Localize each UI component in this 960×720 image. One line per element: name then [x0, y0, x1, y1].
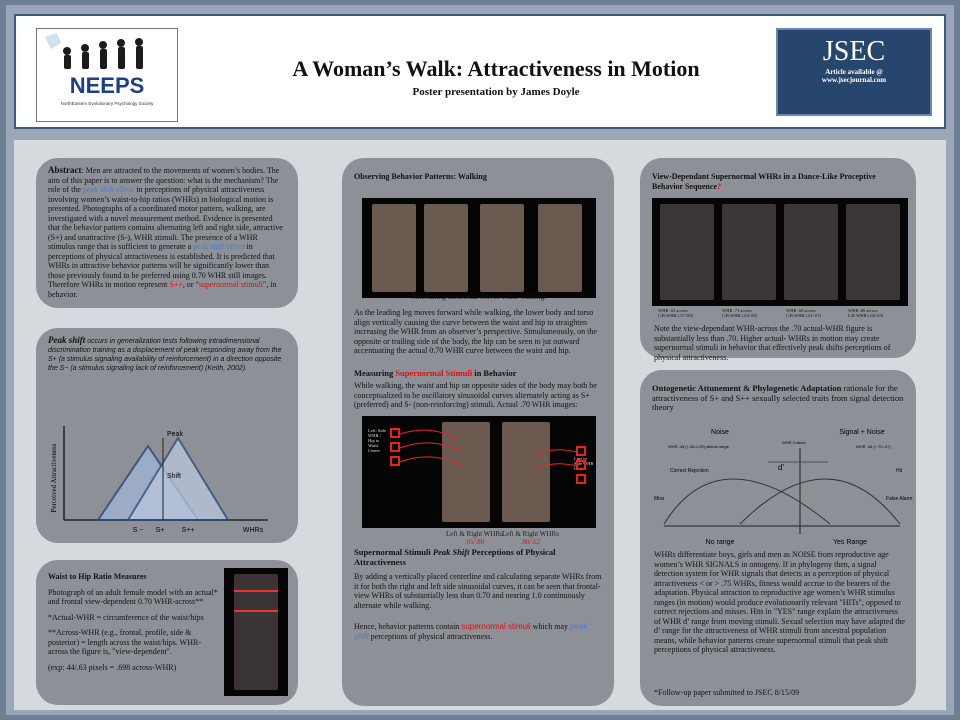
- cap-b-vals: .80/.62: [520, 538, 541, 546]
- tick-whrs: WHRs: [242, 527, 264, 534]
- abstract-text-1: : Men are attracted to the movements of women’s bodies. The aim of this paper is to answer the question: what is the mechanism? The role of the: [48, 166, 280, 194]
- hence-c: which may: [530, 622, 570, 631]
- view-title: [652, 172, 892, 191]
- cap-a-vals: .65/.80: [464, 538, 485, 546]
- evolution-silhouette-icon: [37, 29, 177, 121]
- tick-sminus: S −: [132, 527, 144, 534]
- view-cap-3: WHR .68 across: [786, 308, 816, 313]
- meas-b: Supernormal Stimuli: [395, 368, 473, 378]
- peak-ylabel: Perceived Attractiveness: [50, 443, 58, 513]
- walking-photos: [362, 198, 596, 298]
- sdt-no-range: No range: [705, 539, 735, 546]
- whr-l4: (exp: 44/.63 pixels = .698 across-WHR): [48, 662, 177, 672]
- sup-a: Supernormal Stimuli: [354, 547, 433, 557]
- sup-para: By adding a vertically placed centerline and calculating separate WHRs from it for both the right and left side sinusoidal curves, it can be seen that frontal-view WHRs of substantially less than 0.70 and nearing 1.0 continuously alternate while walking.: [354, 572, 602, 610]
- abstract-spp: S++: [169, 280, 183, 289]
- cap-a: [446, 530, 503, 546]
- sdt-criteria: WHR Criteria: [782, 440, 806, 445]
- jsec-title: JSEC: [822, 36, 886, 67]
- sdt-hit: Hit: [896, 468, 903, 474]
- view-note: Note the view-dependant WHR-across the .70 actual-WHR figure is substantially less than .70. Higher actual- WHRs in motion may create supernormal stimuli in behavior that effectively peak shifts perceptions of physical attractiveness.: [654, 324, 891, 362]
- whr-l1: Photograph of an adult female model with an actual* and frontal view-dependent 0.70 WHR-across**: [48, 587, 218, 606]
- whr-l2: *Actual-WHR = circumference of the waist/hips: [48, 612, 204, 622]
- view-cap-1: WHR .63 across: [658, 308, 688, 313]
- view-title-b: ?: [716, 181, 721, 191]
- poster-title: A Woman’s Walk: Attractiveness in Motion: [292, 56, 700, 81]
- abstract-label: Abstract: [48, 165, 82, 175]
- sup-b: Peak Shift: [432, 547, 470, 557]
- label-left-side: Left: Side WHR / Hip to Waist Center: [368, 428, 386, 453]
- cap-b-text: Left & Right WHRs: [502, 530, 559, 538]
- obs-title: Observing Behavior Patterns: Walking: [354, 172, 487, 181]
- sdt-dprime: d': [778, 463, 784, 472]
- abstract-text-3: in perceptions of physical attractiveness is established. It is predicted that WHRs in attractive behavior patterns will be significantly lower than those previously found to be preferred using 0.70 WHR still images. Therefore WHRs in motion represent: [48, 242, 275, 289]
- whr-title: Waist to Hip Ratio Measures: [48, 572, 147, 581]
- sup-c: Perceptions of Physical Attractiveness: [354, 547, 556, 567]
- onto-panel: [640, 370, 916, 706]
- obs-para: As the leading leg moves forward while walking, the lower body and torso align vertically causing the curve between the waist and hip to straighten increasing the WHR from an observer’s perspective. Simultaneously, on the opposite or trailing side of the body, the hip can be seen to jut outward accentuating the actual 0.70 WHR curve between the waist and hip.: [354, 308, 597, 355]
- abstract-panel: [36, 158, 298, 308]
- sdt-yes-range: Yes Range: [833, 539, 867, 546]
- tick-splusplus: S++: [181, 527, 195, 534]
- tick-splus: S+: [155, 527, 165, 534]
- onto-para: WHRs differentiate boys, girls and men as NOISE from reproductive age women’s WHR SIGNALS in ontogeny. If in phylogeny then, a signal detection system for WHR signals that detects as a perception of physical attractiveness < or > .75 WHRs, fitness would accrue to the bearers of the adaptation. Physical attraction to reproductive age women’s WHR stimulus ranges (in motion) would produce evolutionarily relevant "HITs", opposed to correct rejections and misses. Hits in "YES" range explain the attractiveness of WHR d’ range from moving stimuli. Sexual selection may have adapted the d’ range for the attractiveness of WHR stimuli from ancestral population means, while behavior patterns create supernormal stimuli that peak shift perceptions of physical attractiveness.: [654, 550, 905, 654]
- abstract-peak-shift-2: peak shift effect: [193, 242, 245, 251]
- abstract-supernormal: supernormal stimuli: [198, 280, 264, 289]
- onto-foot: *Follow-up paper submitted to JSEC 8/15/09: [654, 688, 800, 697]
- onto-title-a: Ontogenetic Attunement & Phylogenetic Adaptation: [652, 383, 842, 393]
- logo-subtext: NorthEastern Evolutionary Psychology Society: [60, 101, 154, 106]
- whr-panel: [36, 560, 298, 705]
- measure-photos: [362, 416, 596, 528]
- middle-panel: [342, 158, 614, 706]
- view-cap-3b: L/R WHR (.61/.67): [786, 313, 822, 318]
- sdt-noise: Noise: [711, 429, 729, 436]
- sup-title: [354, 548, 604, 567]
- peak-shift-panel: [36, 328, 298, 543]
- hence-a: Hence, behavior patterns contain: [354, 622, 462, 631]
- neeps-logo: [36, 28, 178, 122]
- sdt-range3: WHR .45 (+.70-.97): [856, 444, 891, 449]
- sdt-range1: WHR .45 (+.65-1.00) stimuli range: [668, 444, 729, 449]
- label-right-side: Line to Side WHR Center: [574, 456, 594, 471]
- meas-a: Measuring: [354, 368, 396, 378]
- hence-e: perceptions of physical attractiveness.: [368, 631, 493, 641]
- shift-word: Shift: [167, 473, 182, 480]
- hence-d: peak shift: [354, 622, 588, 641]
- view-cap-4: WHR .66 across: [848, 308, 878, 313]
- peak-word: Peak: [167, 431, 183, 438]
- sdt-signal: Signal + Noise: [839, 429, 885, 436]
- hence-b: supernormal stimuli: [461, 622, 531, 631]
- sdt-miss: Miss: [654, 496, 665, 502]
- view-cap-4b: L/R WHR (.60/.63): [848, 313, 884, 318]
- sdt-diagram: [650, 424, 913, 554]
- jsec-badge[interactable]: [776, 28, 932, 116]
- jsec-line1: Article available @: [825, 68, 883, 76]
- poster-header: [14, 14, 946, 129]
- abstract-peak-shift: peak shift effect: [82, 185, 135, 194]
- abstract-text-4: , or ": [182, 280, 199, 289]
- peak-shift-label: Peak shift: [48, 335, 86, 345]
- cap-a-text: Left & Right WHRs: [446, 530, 503, 538]
- meas-title: [354, 369, 604, 379]
- view-cap-1b: L/R WHR (.57/.60): [658, 313, 694, 318]
- walking-caption: Alternating sinusoidal curves while walking.: [411, 292, 547, 301]
- peak-shift-diagram: [48, 408, 288, 538]
- sdt-correct-rejection: Correct Rejection: [670, 468, 709, 474]
- peak-shift-text: occurs in generalization tests following intradimensional discrimination training as a displacement of peak responding away from the S+ (a stimulus signaling availability of reinforcement) in a direction opposite the S− (a stimulus signaling lack of reinforcement) (Keith, 2002).: [48, 338, 282, 372]
- abstract-text-2: in perceptions of physical attractiveness involving women’s waist-to-hip ratios (WHRs) in biological motion is presented. Photographs of a coordinated motor pattern, walking, are investigated with a novel measurement method. Evidence is presented that the behavior pattern contains alternating left and right side, attractive (S+) and unattractive (S-), WHR stimuli. The presence of a WHR stimulus range that is sufficient to generate a: [48, 185, 283, 251]
- sdt-false-alarm: False Alarm: [886, 496, 913, 502]
- poster-subtitle: Poster presentation by James Doyle: [412, 86, 580, 98]
- dance-photos: [652, 198, 908, 306]
- view-cap-2: WHR .71 across: [722, 308, 752, 313]
- jsec-link[interactable]: www.jsecjournal.com: [821, 76, 887, 84]
- meas-para: While walking, the waist and hip on opposite sides of the body may both be conceptualized to be oscillatory sinusoidal curves alternately acting as S+ (preferred) and S- (non-reinforcing) stimuli. Actual .70 WHR images:: [354, 381, 597, 409]
- whr-l3: **Across-WHR (e.g., frontal, profile, side & posterior) = length across the waist/hips. WHR-across the figure is, "view-dependent".: [48, 628, 202, 656]
- view-cap-2b: L/R WHR (.63/.68): [722, 313, 758, 318]
- hence-para: [354, 622, 604, 641]
- onto-title: [652, 384, 904, 413]
- view-panel: [640, 158, 916, 362]
- view-title-a: View-Dependant Supernormal WHRs in a Dance-Like Proceptive Behavior Sequence: [652, 172, 876, 191]
- whr-photo: [224, 568, 288, 696]
- cap-b: [502, 530, 559, 546]
- meas-c: in Behavior: [472, 368, 517, 378]
- abstract-text-5: ", in behavior.: [48, 280, 277, 299]
- logo-text: NEEPS: [69, 73, 145, 98]
- onto-title-b: rationale for the attractiveness of S+ and S++ sexually selected traits from signal detection theory: [652, 383, 904, 412]
